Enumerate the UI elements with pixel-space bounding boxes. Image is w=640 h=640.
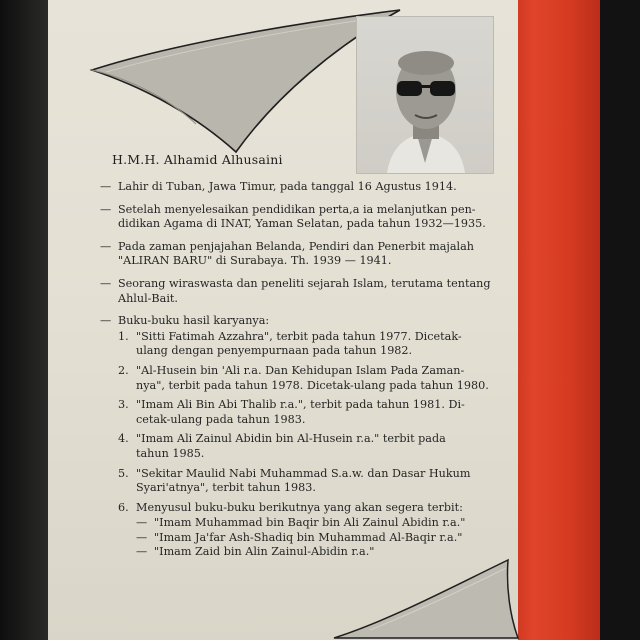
dash-bullet: —	[136, 545, 148, 559]
red-spine	[508, 0, 608, 640]
dash-bullet: —	[136, 530, 148, 544]
dash-bullet: —	[100, 276, 112, 290]
dark-background-edge	[600, 0, 640, 640]
bio-item: — Pada zaman penjajahan Belanda, Pendiri dan Penerbit majalah "ALIRAN BARU" di Surabaya. Th. 1939 — 1941.	[100, 239, 474, 268]
book-item: 5. "Sekitar Maulid Nabi Muhammad S.a.w. dan Dasar Hukum Syari'atnya", terbit tahun 1983.	[118, 466, 471, 495]
dash-bullet: —	[100, 180, 112, 193]
book-item: 6. Menyusul buku-buku berikutnya yang akan segera terbit:	[118, 500, 463, 514]
upcoming-book: — "Imam Muhammad bin Baqir bin Ali Zainul Abidin r.a."	[136, 516, 466, 530]
book-item: 3. "Imam Ali Bin Abi Thalib r.a.", terbit pada tahun 1981. Di- cetak-ulang pada tahun 1983.	[118, 398, 465, 426]
book-item: 2. "Al-Husein bin 'Ali r.a. Dan Kehidupan Islam Pada Zaman- nya", terbit pada tahun 1978. Dicetak-ulang pada tahun 1980.	[118, 363, 489, 392]
books-heading: — Buku-buku hasil karyanya:	[100, 314, 270, 328]
upcoming-book: — "Imam Ja'far Ash-Shadiq bin Muhammad Al-Baqir r.a."	[136, 530, 463, 544]
page-curl-bottom	[330, 558, 520, 640]
upcoming-book: — "Imam Zaid bin Alin Zainul-Abidin r.a."	[136, 545, 375, 559]
bio-item: — Seorang wiraswasta dan peneliti sejarah Islam, terutama tentang Ahlul-Bait.	[100, 276, 491, 305]
book-item: 4. "Imam Ali Zainul Abidin bin Al-Husein r.a." terbit pada tahun 1985.	[118, 432, 446, 460]
author-name: H.M.H. Alhamid Alhusaini	[112, 152, 283, 167]
bio-item: — Setelah menyelesaikan pendidikan perta,a ia melanjutkan pen- didikan Agama di INAT, Yaman Selatan, pada tahun 1932—1935.	[100, 202, 486, 231]
biography	[100, 180, 506, 560]
author-photo	[356, 16, 494, 174]
dash-bullet: —	[100, 202, 112, 216]
author-portrait-icon	[357, 17, 493, 173]
book-item: 1. "Sitti Fatimah Azzahra", terbit pada tahun 1977. Dicetak- ulang dengan penyempurnaan pada tahun 1982.	[118, 329, 462, 358]
dash-bullet: —	[136, 516, 148, 530]
dash-bullet: —	[100, 314, 112, 328]
dash-bullet: —	[100, 239, 112, 253]
left-shadow	[0, 0, 48, 640]
bio-item: — Lahir di Tuban, Jawa Timur, pada tanggal 16 Agustus 1914.	[100, 180, 457, 193]
